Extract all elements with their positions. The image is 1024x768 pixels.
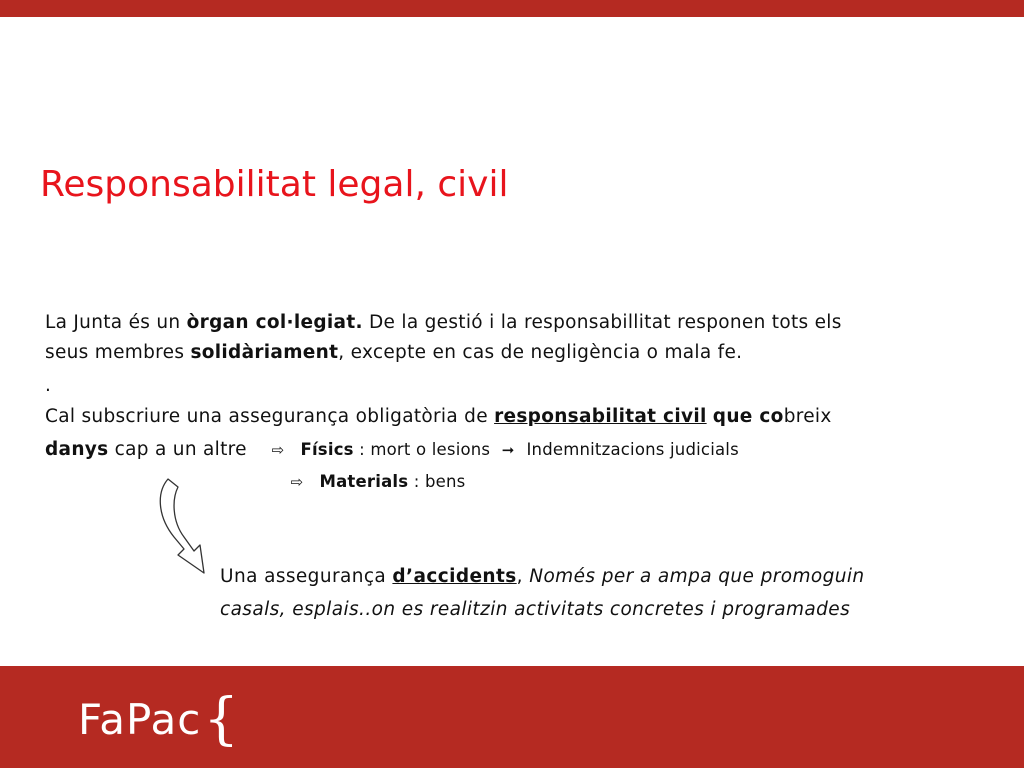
paragraph1-line1 bbox=[45, 312, 842, 333]
text: , excepte en cas de negligència o mala fe. bbox=[338, 342, 743, 363]
underlined-bold-text: d’accidents bbox=[392, 566, 517, 587]
bullet-text: : bens bbox=[408, 472, 466, 491]
bold-text: solidàriament bbox=[190, 342, 339, 363]
text: De la gestió i la responsabillitat responen tots els bbox=[362, 312, 842, 333]
curved-down-arrow-icon bbox=[150, 475, 220, 575]
bold-text: que co bbox=[712, 406, 784, 427]
text: Cal subscriure una assegurança obligatòria de bbox=[45, 406, 495, 427]
right-arrow-icon: ➞ bbox=[501, 441, 515, 459]
text: Una assegurança bbox=[220, 566, 393, 587]
underlined-bold-text: responsabilitat civil bbox=[494, 406, 707, 427]
bullet-text: : mort o lesions bbox=[353, 440, 491, 459]
bullet-result: Indemnitzacions judicials bbox=[526, 440, 739, 459]
italic-text: casals, esplais..on es realitzin activitats concretes i programades bbox=[220, 599, 851, 620]
text: breix bbox=[783, 406, 832, 427]
fapac-logo bbox=[78, 683, 240, 752]
accidents-note bbox=[220, 560, 865, 626]
paragraph1-line2 bbox=[45, 342, 742, 363]
note-line1 bbox=[220, 560, 865, 593]
bullet-label: Físics bbox=[300, 440, 354, 459]
text: La Junta és un bbox=[45, 312, 187, 333]
dot-line: . bbox=[45, 375, 52, 396]
outline-right-arrow-icon: ⇨ bbox=[290, 473, 304, 491]
outline-right-arrow-icon: ⇨ bbox=[271, 441, 285, 459]
text: , bbox=[516, 566, 530, 587]
slide-title: Responsabilitat legal, civil bbox=[40, 164, 509, 205]
note-line2 bbox=[220, 593, 865, 626]
logo-text: FaPac bbox=[78, 695, 202, 744]
logo-brace: { bbox=[203, 687, 240, 752]
bold-text: danys bbox=[45, 439, 109, 460]
top-bar bbox=[0, 0, 1024, 17]
bullet-label: Materials bbox=[319, 472, 409, 491]
paragraph2-line2 bbox=[45, 439, 739, 460]
text: seus membres bbox=[45, 342, 191, 363]
bold-text: òrgan col·legiat. bbox=[186, 312, 363, 333]
text: cap a un altre bbox=[108, 439, 247, 460]
paragraph2-line1 bbox=[45, 406, 832, 427]
bullet-materials bbox=[286, 472, 465, 491]
italic-text: Només per a ampa que promoguin bbox=[529, 566, 865, 587]
bullet-fisics bbox=[267, 440, 739, 459]
